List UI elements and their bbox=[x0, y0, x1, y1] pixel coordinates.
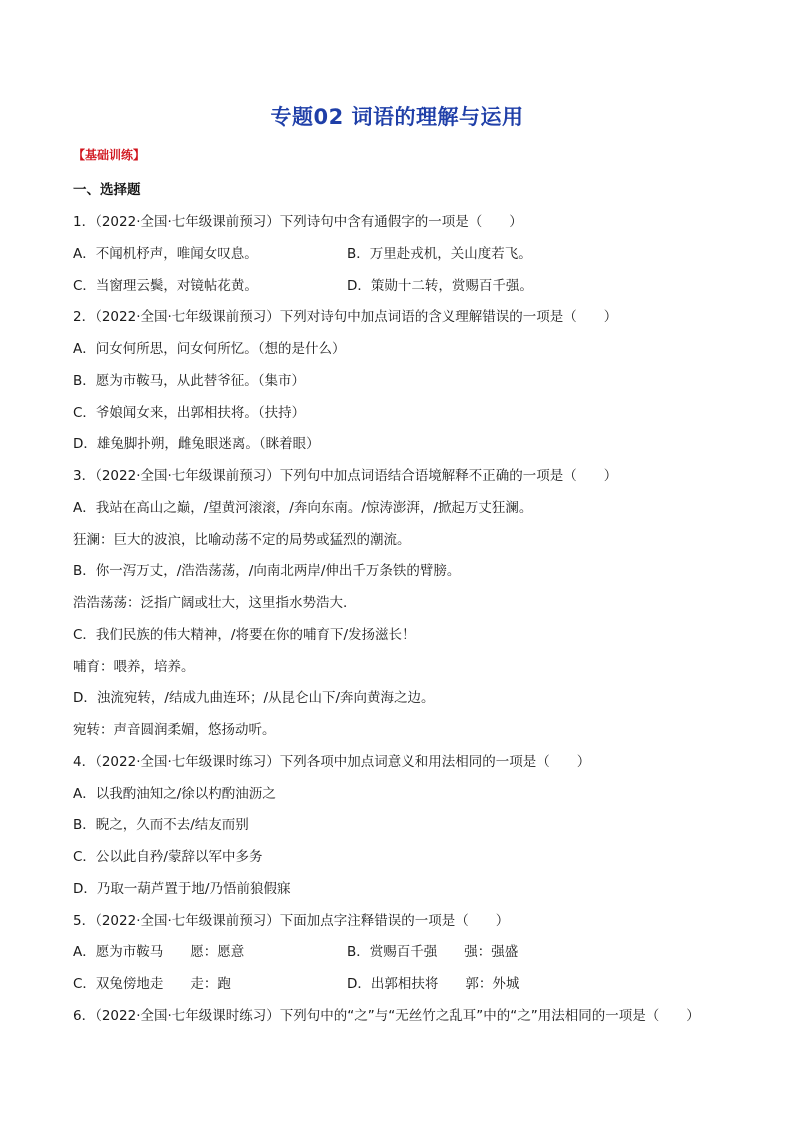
question-3-option-d-note: 宛转：声音圆润柔媚，悠扬动听。 bbox=[73, 722, 276, 738]
page-title: 专题02 词语的理解与运用 bbox=[270, 105, 524, 129]
question-5-stem: 5．（2022·全国·七年级课前预习）下面加点字注释错误的一项是（ ） bbox=[73, 913, 510, 929]
question-3-option-b-note: 浩浩荡荡：泛指广阔或壮大，这里指水势浩大. bbox=[73, 595, 348, 611]
question-4-option-b: B．睨之，久而不去/结友而别 bbox=[73, 817, 249, 833]
question-1-stem: 1．（2022·全国·七年级课前预习）下列诗句中含有通假字的一项是（ ） bbox=[73, 214, 523, 230]
question-2-option-a: A．问女何所思，问女何所忆。（想的是什么） bbox=[73, 341, 346, 357]
question-2-option-c: C．爷娘闻女来，出郭相扶将。（扶持） bbox=[73, 405, 306, 421]
question-1-option-c: C．当窗理云鬓，对镜帖花黄。 bbox=[73, 278, 258, 294]
question-2-option-b: B．愿为市鞍马，从此替爷征。（集市） bbox=[73, 373, 306, 389]
question-4-option-c: C．公以此自矜/蒙辞以军中多务 bbox=[73, 849, 263, 865]
question-1-option-b: B．万里赴戎机，关山度若飞。 bbox=[347, 246, 532, 262]
question-1-option-a: A．不闻机杼声，唯闻女叹息。 bbox=[73, 246, 258, 262]
question-5-option-b: B．赏赐百千强 强：强盛 bbox=[347, 944, 519, 960]
question-6-stem: 6．（2022·全国·七年级课时练习）下列句中的“之”与“无丝竹之乱耳”中的“之”用法相同的一项是（ ） bbox=[73, 1008, 700, 1024]
section-tag: 【基础训练】 bbox=[73, 148, 146, 162]
question-3-option-c: C．我们民族的伟大精神，/将要在你的哺育下/发扬滋长！ bbox=[73, 627, 416, 643]
question-3-option-d: D．浊流宛转，/结成九曲连环；/从昆仑山下/奔向黄海之边。 bbox=[73, 690, 435, 706]
question-5-option-d: D．出郭相扶将 郭：外城 bbox=[347, 976, 520, 992]
question-3-option-b: B．你一泻万丈，/浩浩荡荡，/向南北两岸/伸出千万条铁的臂膀。 bbox=[73, 563, 461, 579]
question-3-stem: 3．（2022·全国·七年级课前预习）下列句中加点词语结合语境解释不正确的一项是（ ） bbox=[73, 468, 618, 484]
question-3-option-c-note: 哺育：喂养，培养。 bbox=[73, 659, 195, 675]
section-heading: 一、选择题 bbox=[73, 182, 141, 198]
question-3-option-a: A．我站在高山之巅，/望黄河滚滚，/奔向东南。/惊涛澎湃，/掀起万丈狂澜。 bbox=[73, 500, 533, 516]
question-5-option-a: A．愿为市鞍马 愿：愿意 bbox=[73, 944, 245, 960]
question-3-option-a-note: 狂澜：巨大的波浪，比喻动荡不定的局势或猛烈的潮流。 bbox=[73, 532, 411, 548]
question-2-stem: 2．（2022·全国·七年级课前预习）下列对诗句中加点词语的含义理解错误的一项是（ ） bbox=[73, 309, 618, 325]
question-4-option-d: D．乃取一葫芦置于地/乃悟前狼假寐 bbox=[73, 881, 291, 897]
question-2-option-d: D．雄兔脚扑朔，雌兔眼迷离。（眯着眼） bbox=[73, 436, 320, 452]
question-1-option-d: D．策勋十二转，赏赐百千强。 bbox=[347, 278, 533, 294]
question-4-stem: 4．（2022·全国·七年级课时练习）下列各项中加点词意义和用法相同的一项是（ ） bbox=[73, 754, 591, 770]
question-4-option-a: A．以我酌油知之/徐以杓酌油沥之 bbox=[73, 786, 276, 802]
question-5-option-c: C．双兔傍地走 走：跑 bbox=[73, 976, 231, 992]
